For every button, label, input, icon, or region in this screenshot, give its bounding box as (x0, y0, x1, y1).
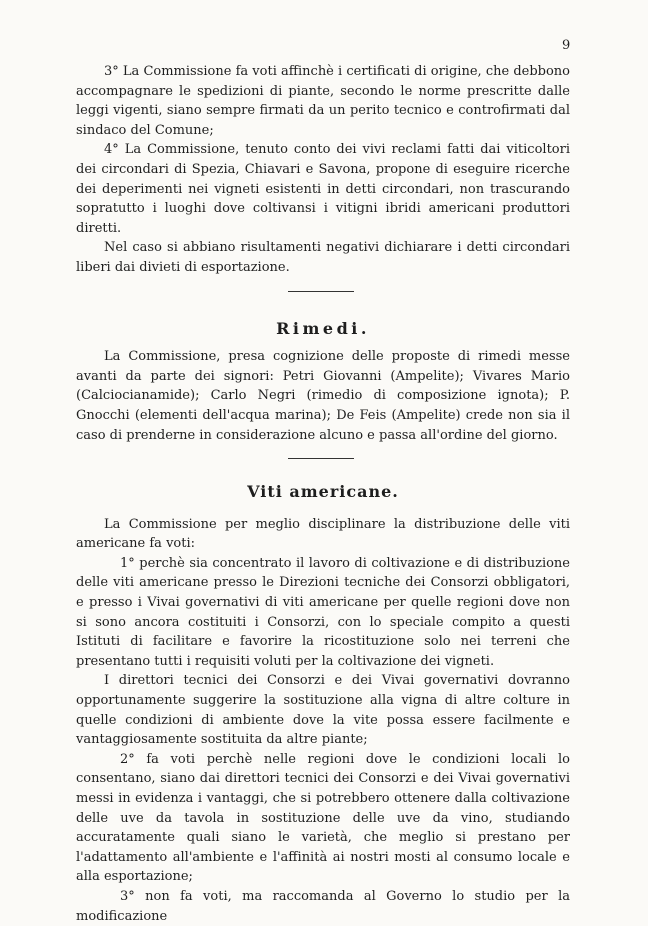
page-number: 9 (562, 38, 571, 53)
heading-rimedi: Rimedi. (276, 318, 370, 338)
section-divider (288, 291, 354, 292)
paragraph-viti-2: 2° fa voti perchè nelle regioni dove le condizioni locali lo consentano, siano dai direttori tecnici dei Consorzi e dei Vivai governativi messi in evidenza i vantaggi, che si potrebbero ottenere dalla coltivazione delle uve da tavola in sostituzione delle uve da vino, studiando accuratamente quali siano le varietà, che meglio si prestano per l'adattamento all'ambiente e l'affinità ai nostri mosti al consumo locale e alla esportazione; (76, 751, 570, 885)
section-divider (288, 458, 354, 459)
paragraph-item-4: 4° La Commissione, tenuto conto dei vivi reclami fatti dai viticoltori dei circondari di Spezia, Chiavari e Savona, propone di eseguire ricerche dei deperimenti nei vigneti esistenti in detti circondari, non trascurando sopratutto i luoghi dove coltivansi i vitigni ibridi americani produttori diretti. (76, 142, 570, 236)
heading-viti-americane: Viti americane. (247, 482, 399, 502)
paragraph-viti-direttori: I direttori tecnici dei Consorzi e dei Vivai governativi dovranno opportunamente suggerire la sostituzione alla vigna di altre colture in quelle condizioni di ambiente dove la vite possa essere facilmente e vantaggiosamente sostituita da altre piante; (76, 673, 570, 748)
paragraph-viti-intro: La Commissione per meglio disciplinare la distribuzione delle viti americane fa voti: (76, 516, 570, 552)
page-body (76, 62, 570, 926)
paragraph-rimedi: La Commissione, presa cognizione delle proposte di rimedi messe avanti da parte dei signori: Petri Giovanni (Ampelite); Vivares Mario (Calciocianamide); Carlo Negri (rimedio di composizione ignota); P. Gnocchi (elementi dell'acqua marina); De Feis (Ampelite) crede non sia il caso di prenderne in considerazione alcuno e passa all'ordine del giorno. (76, 349, 570, 443)
paragraph-viti-3: 3° non fa voti, ma raccomanda al Governo lo studio per la modificazione (76, 888, 570, 924)
paragraph-viti-1: 1° perchè sia concentrato il lavoro di coltivazione e di distribuzione delle viti americane presso le Direzioni tecniche dei Consorzi obbligatori, e presso i Vivai governativi di viti americane per quelle regioni dove non si sono ancora costituiti i Consorzi, con lo speciale compito a questi Istituti di facilitare e favorire la ricostituzione solo nei terreni che presentano tutti i requisiti voluti per la coltivazione dei vigneti. (76, 555, 570, 669)
paragraph-exemption: Nel caso si abbiano risultamenti negativi dichiarare i detti circondari liberi dai divieti di esportazione. (76, 240, 570, 275)
paragraph-item-3: 3° La Commissione fa voti affinchè i certificati di origine, che debbono accompagnare le spedizioni di piante, secondo le norme prescritte dalle leggi vigenti, siano sempre firmati da un perito tecnico e controfirmati dal sindaco del Comune; (76, 64, 570, 138)
